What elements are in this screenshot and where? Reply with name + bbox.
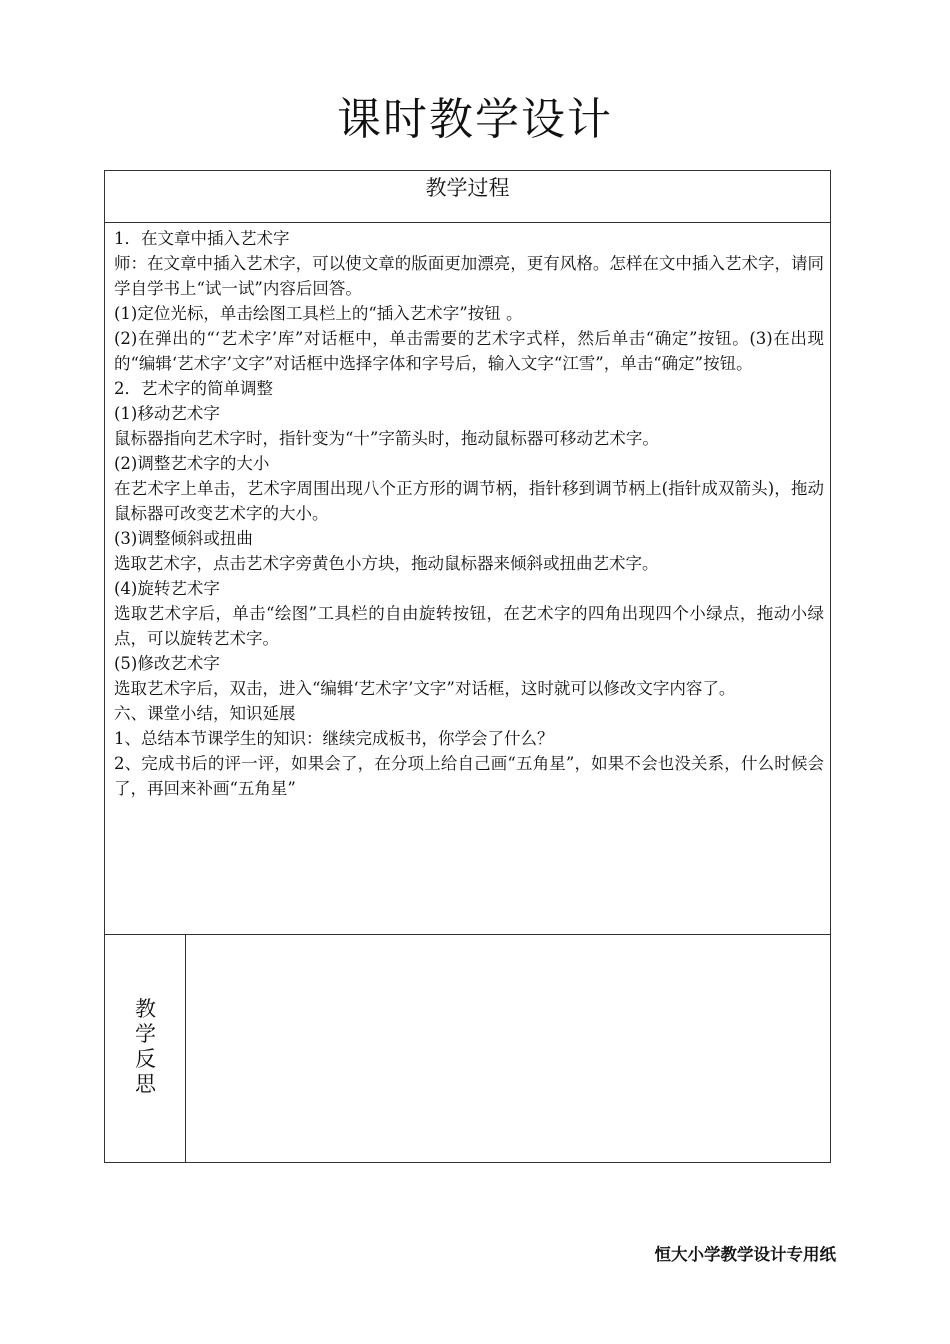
process-line: 1、总结本节课学生的知识：继续完成板书，你学会了什么？	[114, 729, 554, 748]
process-line: 2、完成书后的评一评，如果会了，在分项上给自己画“五角星”，如果不会也没关系，什么时候会了，再回来补画“五角星”	[114, 754, 824, 798]
process-line: (2)调整艺术字的大小	[114, 454, 270, 473]
process-line: (1)定位光标，单击绘图工具栏上的“插入艺术字”按钮 。	[114, 304, 523, 323]
reflection-label-char: 思	[135, 1072, 156, 1096]
process-header-label: 教学过程	[425, 176, 510, 200]
page-title: 课时教学设计	[337, 94, 613, 145]
process-line: 选取艺术字后，单击“绘图”工具栏的自由旋转按钮，在艺术字的四角出现四个小绿点，拖动小绿点，可以旋转艺术字。	[114, 604, 824, 648]
process-line: (1)移动艺术字	[114, 404, 220, 423]
process-line: 六、课堂小结，知识延展	[114, 704, 296, 723]
process-content-cell	[105, 223, 830, 935]
reflection-label-char: 反	[135, 1047, 156, 1071]
reflection-label-char: 学	[135, 1022, 156, 1046]
process-line: 师：在文章中插入艺术字，可以使文章的版面更加漂亮，更有风格。怎样在文中插入艺术字，请同学自学书上“试一试”内容后回答。	[114, 254, 824, 298]
process-line: (2)在弹出的“‘艺术字’库”对话框中，单击需要的艺术字式样，然后单击“确定”按钮。(3)在出现的“编辑‘艺术字’文字”对话框中选择字体和字号后，输入文字“江雪”，单击“确定”按钮。	[114, 329, 824, 373]
process-line: 选取艺术字后，双击，进入“编辑‘艺术字’文字”对话框，这时就可以修改文字内容了。	[114, 679, 736, 698]
process-line: (4)旋转艺术字	[114, 579, 220, 598]
process-line: 选取艺术字，点击艺术字旁黄色小方块，拖动鼠标器来倾斜或扭曲艺术字。	[114, 554, 659, 573]
reflection-label-char: 教	[135, 997, 156, 1021]
reflection-row	[105, 935, 830, 1162]
process-line: (3)调整倾斜或扭曲	[114, 529, 253, 548]
reflection-content-cell	[186, 935, 830, 1162]
footer-note: 恒大小学教学设计专用纸	[654, 1245, 836, 1264]
reflection-label	[105, 997, 186, 1097]
process-line: 1．在文章中插入艺术字	[114, 229, 290, 248]
process-line: 鼠标器指向艺术字时，指针变为“十”字箭头时，拖动鼠标器可移动艺术字。	[114, 429, 659, 448]
process-line: 2．艺术字的简单调整	[114, 379, 273, 398]
process-header-row	[105, 171, 830, 223]
process-line: (5)修改艺术字	[114, 654, 220, 673]
process-line: 在艺术字上单击，艺术字周围出现八个正方形的调节柄，指针移到调节柄上(指针成双箭头)，拖动鼠标器可改变艺术字的大小。	[114, 479, 824, 523]
reflection-label-cell	[105, 935, 186, 1162]
lesson-design-table	[104, 170, 831, 1163]
